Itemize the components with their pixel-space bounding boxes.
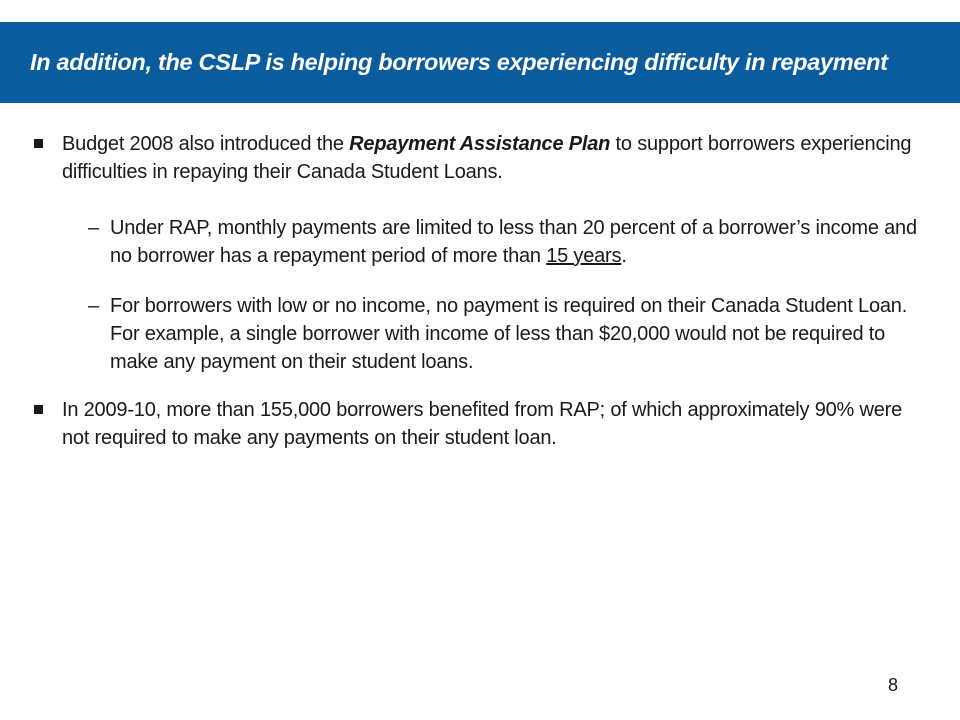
sub-bullet-text-underlined: 15 years bbox=[546, 245, 622, 267]
sub-bullet-low-income bbox=[88, 292, 918, 376]
square-bullet-icon bbox=[34, 405, 43, 414]
sub-bullet-text bbox=[110, 214, 918, 270]
sub-bullet-rap-limits bbox=[88, 214, 918, 270]
bullet-2009-10 bbox=[34, 396, 924, 452]
bullet-text: In 2009-10, more than 155,000 borrowers benefited from RAP; of which approximately 90% were not required to make any payments on their student loan. bbox=[62, 399, 903, 449]
sub-bullet-text-post: . bbox=[621, 245, 627, 267]
slide-title: In addition, the CSLP is helping borrowers experiencing difficulty in repayment bbox=[30, 49, 888, 75]
dash-marker: – bbox=[88, 217, 100, 239]
bullet-text-post: to support borrowers experiencing difficulties in repaying their Canada Student Loans. bbox=[62, 133, 912, 183]
sub-bullet-text-pre: Under RAP, monthly payments are limited to less than 20 percent of a borrower’s income and no borrower has a repayment period of more than bbox=[110, 217, 917, 267]
sub-bullet-text: For borrowers with low or no income, no payment is required on their Canada Student Loan. For example, a single borrower with income of less than $20,000 would not be required to make any payment on their student loans. bbox=[110, 295, 908, 373]
bullet-budget-2008 bbox=[34, 130, 924, 186]
bullet-text bbox=[62, 130, 924, 186]
square-bullet-icon bbox=[34, 139, 43, 148]
dash-marker: – bbox=[88, 295, 100, 317]
bullet-text-pre: Budget 2008 also introduced the bbox=[62, 133, 350, 155]
title-bar bbox=[0, 22, 960, 103]
page-number: 8 bbox=[888, 675, 899, 695]
bullet-text-emphasis: Repayment Assistance Plan bbox=[349, 133, 611, 155]
